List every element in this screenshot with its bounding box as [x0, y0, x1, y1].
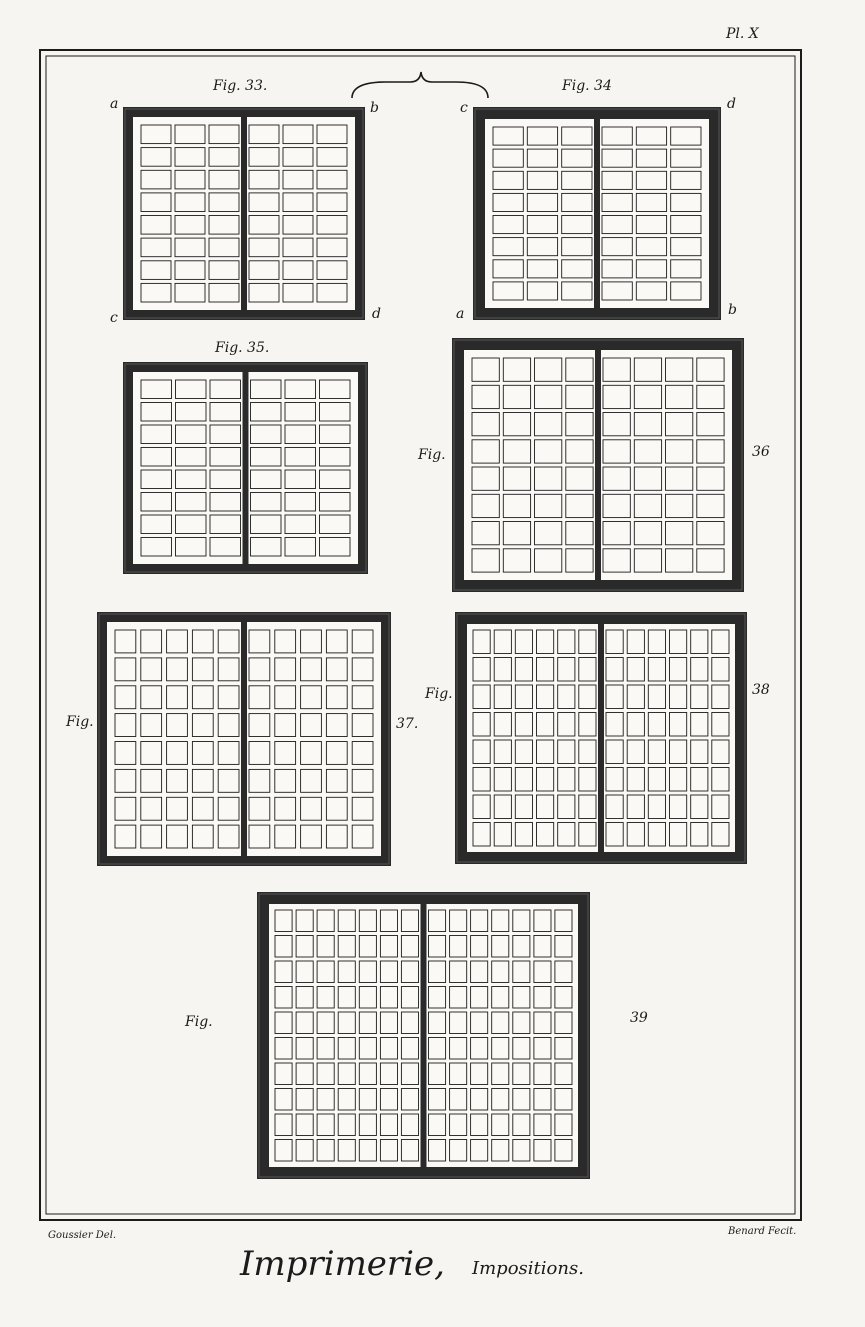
crossbar	[421, 904, 427, 1167]
forme-fig-36	[452, 338, 744, 592]
plate-subtitle: Impositions.	[472, 1258, 584, 1279]
plate-number: Pl. X	[726, 26, 759, 42]
fig-37-number: 37.	[396, 716, 419, 732]
credit-engraver: Benard Fecit.	[728, 1226, 797, 1237]
crossbar	[598, 624, 604, 852]
fig-39-label: Fig.	[185, 1014, 213, 1030]
forme-fig-33	[123, 107, 365, 320]
fig-34-corner-c: c	[460, 100, 468, 116]
fig-33-corner-b: b	[370, 100, 379, 116]
forme-fig-39	[257, 892, 590, 1179]
plate-title: Imprimerie,	[240, 1244, 445, 1284]
forme-fig-34	[473, 107, 721, 320]
brace-mark	[352, 72, 488, 98]
forme-fig-35	[123, 362, 368, 574]
fig-33-corner-a: a	[110, 96, 119, 112]
forme-fig-37	[97, 612, 391, 866]
fig-36-label: Fig.	[418, 447, 446, 463]
fig-35-label: Fig. 35.	[215, 340, 270, 356]
crossbar	[594, 119, 600, 308]
fig-36-number: 36	[752, 444, 770, 460]
fig-38-number: 38	[752, 682, 770, 698]
fig-34-corner-b: b	[728, 302, 737, 318]
credit-draughtsman: Goussier Del.	[48, 1230, 117, 1241]
fig-34-label: Fig. 34	[562, 78, 612, 94]
crossbar	[595, 350, 601, 580]
forme-fig-38	[455, 612, 747, 864]
fig-38-label: Fig.	[425, 686, 453, 702]
fig-33-corner-d: d	[372, 306, 381, 322]
fig-34-corner-d: d	[727, 96, 736, 112]
fig-33-label: Fig. 33.	[213, 78, 268, 94]
crossbar	[241, 117, 247, 310]
crossbar	[243, 372, 249, 564]
fig-33-corner-c: c	[110, 310, 118, 326]
fig-39-number: 39	[630, 1010, 648, 1026]
fig-34-corner-a: a	[456, 306, 465, 322]
fig-37-label: Fig.	[66, 714, 94, 730]
crossbar	[241, 622, 247, 856]
